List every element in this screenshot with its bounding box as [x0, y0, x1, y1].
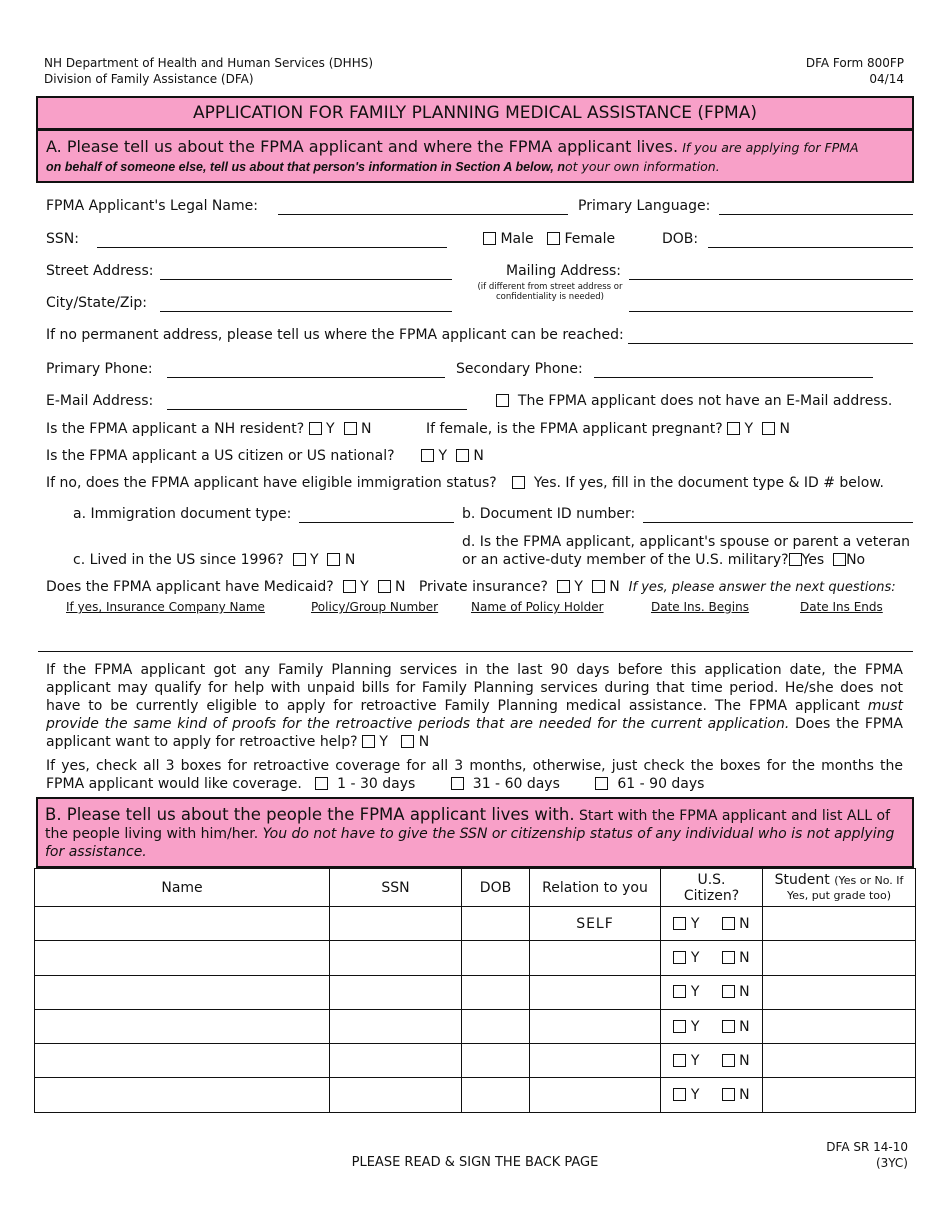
citizen-yes-checkbox[interactable] — [673, 985, 686, 998]
email-label: E-Mail Address: — [46, 393, 154, 409]
us-citizen-no-checkbox[interactable] — [456, 449, 469, 462]
mailing-note-1: (if different from street address or — [477, 282, 623, 292]
private-insurance-label: Private insurance? — [418, 579, 548, 595]
footer-instruction: PLEASE READ & SIGN THE BACK PAGE — [351, 1155, 599, 1170]
street-address-field[interactable] — [160, 264, 452, 280]
cell-name[interactable] — [35, 941, 330, 975]
lived-since-yes-checkbox[interactable] — [293, 553, 306, 566]
cell-citizen — [661, 1044, 763, 1078]
cell-student[interactable] — [763, 941, 916, 975]
col-relation: Relation to you — [530, 869, 661, 907]
n-label: N — [739, 984, 750, 1001]
n-label: N — [418, 734, 430, 750]
table-row — [35, 1044, 916, 1078]
cell-dob[interactable] — [462, 941, 530, 975]
no-permanent-label: If no permanent address, please tell us where the FPMA applicant can be reached: — [46, 327, 624, 343]
citizen-no-checkbox[interactable] — [722, 1020, 735, 1033]
yes-label: Yes — [801, 552, 825, 568]
cell-student[interactable] — [763, 1044, 916, 1078]
household-table — [34, 868, 916, 1113]
retro-yes-checkbox[interactable] — [362, 735, 375, 748]
n-label: N — [360, 421, 372, 437]
citizen-yes-checkbox[interactable] — [673, 1054, 686, 1067]
y-label: Y — [309, 552, 319, 568]
immigration-yes-label: Yes. If yes, fill in the document type & ID # below. — [533, 475, 884, 491]
cell-relation[interactable] — [530, 975, 661, 1009]
ssn-label: SSN: — [46, 231, 79, 247]
y-label: Y — [379, 734, 388, 750]
primary-language-field[interactable] — [719, 199, 913, 215]
y-label: Y — [744, 421, 754, 437]
veteran-yes-checkbox[interactable] — [789, 553, 802, 566]
section-a-note-1: If you are applying for FPMA — [682, 140, 859, 155]
cell-dob[interactable] — [462, 975, 530, 1009]
cell-citizen — [661, 941, 763, 975]
no-label: No — [846, 552, 866, 568]
citizen-no-checkbox[interactable] — [722, 917, 735, 930]
section-a-band — [36, 129, 914, 183]
self-label: SELF — [576, 915, 614, 932]
no-permanent-field[interactable] — [628, 328, 913, 344]
citizen-no-checkbox[interactable] — [722, 985, 735, 998]
lived-since-no-checkbox[interactable] — [327, 553, 340, 566]
ins-col-begins: Date Ins. Begins — [651, 600, 749, 614]
medicaid-yes-checkbox[interactable] — [343, 580, 356, 593]
lived-since-label: c. Lived in the US since 1996? — [73, 552, 284, 568]
nh-resident-no-checkbox[interactable] — [344, 422, 357, 435]
cell-relation[interactable] — [530, 1009, 661, 1043]
form-number: DFA Form 800FP — [805, 56, 904, 70]
col-citizen-line-2: Citizen? — [683, 887, 740, 904]
private-insurance-no-checkbox[interactable] — [592, 580, 605, 593]
pregnant-label: If female, is the FPMA applicant pregnant? — [426, 421, 723, 437]
y-label: Y — [438, 448, 448, 464]
primary-phone-field[interactable] — [167, 362, 445, 378]
table-row — [35, 907, 916, 941]
cell-citizen — [661, 1009, 763, 1043]
cell-name[interactable] — [35, 1078, 330, 1112]
cell-relation[interactable] — [530, 941, 661, 975]
cell-student[interactable] — [763, 975, 916, 1009]
male-label: Male — [500, 231, 534, 247]
dob-label: DOB: — [662, 231, 699, 247]
n-label: N — [739, 1018, 750, 1035]
cell-student[interactable] — [763, 1078, 916, 1112]
private-insurance-yes-checkbox[interactable] — [557, 580, 570, 593]
footer-code-1: DFA SR 14-10 — [826, 1140, 908, 1154]
no-email-checkbox[interactable] — [496, 394, 509, 407]
n-label: N — [739, 915, 750, 932]
retro-paragraph — [46, 661, 903, 751]
division-name: Division of Family Assistance (DFA) — [44, 72, 254, 86]
citizen-no-checkbox[interactable] — [722, 1054, 735, 1067]
y-label: Y — [326, 421, 335, 437]
form-date: 04/14 — [869, 72, 904, 86]
cell-citizen — [661, 907, 763, 941]
secondary-phone-field[interactable] — [594, 362, 873, 378]
immigration-label: If no, does the FPMA applicant have eligible immigration status? — [46, 475, 497, 491]
doc-type-field[interactable] — [299, 507, 454, 523]
n-label: N — [473, 448, 484, 464]
citizen-yes-checkbox[interactable] — [673, 1088, 686, 1101]
doc-id-label: b. Document ID number: — [462, 506, 636, 522]
pregnant-yes-checkbox[interactable] — [727, 422, 740, 435]
section-b-italic: You do not have to give the SSN or citizenship status of any individual who is not applying for assistance. — [45, 826, 895, 860]
section-a-heading: A. Please tell us about the FPMA applicant and where the FPMA applicant lives. — [46, 137, 679, 156]
cell-name[interactable] — [35, 907, 330, 941]
n-label: N — [779, 421, 790, 437]
nh-resident-label: Is the FPMA applicant a NH resident? — [46, 421, 305, 437]
table-row — [35, 1078, 916, 1112]
retro-90-checkbox[interactable] — [595, 777, 608, 790]
nh-resident-yes-checkbox[interactable] — [309, 422, 322, 435]
y-label: Y — [690, 915, 700, 932]
retro-coverage-text: If yes, check all 3 boxes for retroactive coverage for all 3 months, otherwise, just check the boxes for the months the FPMA applicant would like coverage. — [46, 758, 903, 792]
table-header-row — [35, 869, 916, 907]
cell-student[interactable] — [763, 1009, 916, 1043]
section-b-text: Start with the FPMA applicant and list ALL of the people living with him/her. — [45, 808, 891, 842]
citizen-yes-checkbox[interactable] — [673, 951, 686, 964]
ins-col-policy: Policy/Group Number — [311, 600, 439, 614]
no-email-label: The FPMA applicant does not have an E-Mail address. — [517, 393, 893, 409]
n-label: N — [395, 579, 406, 595]
retro-60-label: 31 - 60 days — [472, 776, 560, 792]
veteran-label-1: d. Is the FPMA applicant, applicant's spouse or parent a veteran — [462, 534, 911, 550]
cell-ssn[interactable] — [330, 1078, 462, 1112]
city-state-zip-label: City/State/Zip: — [46, 295, 148, 311]
citizen-no-checkbox[interactable] — [722, 1088, 735, 1101]
retro-no-checkbox[interactable] — [401, 735, 414, 748]
retro-coverage-paragraph — [46, 757, 903, 793]
y-label: Y — [360, 579, 369, 595]
retro-30-label: 1 - 30 days — [337, 776, 416, 792]
table-row — [35, 941, 916, 975]
cell-citizen — [661, 975, 763, 1009]
n-label: N — [344, 552, 356, 568]
col-ssn: SSN — [330, 869, 462, 907]
email-field[interactable] — [167, 394, 467, 410]
mailing-address-label: Mailing Address: — [506, 263, 622, 279]
insurance-entry-line[interactable] — [38, 636, 913, 652]
retro-italic: must provide the same kind of proofs for the retroactive periods that are needed for the current application. — [46, 698, 903, 732]
us-citizen-label: Is the FPMA applicant a US citizen or US national? — [46, 448, 395, 464]
col-citizen-line-1: U.S. — [697, 871, 726, 888]
ins-col-company: If yes, Insurance Company Name — [66, 600, 265, 614]
y-label: Y — [574, 579, 583, 595]
section-b-heading: B. Please tell us about the people the FPMA applicant lives with. — [45, 805, 575, 824]
cell-name[interactable] — [35, 1009, 330, 1043]
col-name: Name — [35, 869, 330, 907]
page-title: APPLICATION FOR FAMILY PLANNING MEDICAL ASSISTANCE (FPMA) — [192, 103, 757, 123]
insurance-note: If yes, please answer the next questions: — [628, 580, 896, 595]
primary-language-label: Primary Language: — [578, 198, 711, 214]
cell-student[interactable] — [763, 907, 916, 941]
retro-text: If the FPMA applicant got any Family Planning services in the last 90 days before this application date, the FPMA applicant may qualify for help with unpaid bills for Family Planning services during that time period. He/she does not have to be currently eligible to apply for retroactive Family Planning medical assistance. The FPMA applicant — [46, 662, 903, 714]
cell-name[interactable] — [35, 975, 330, 1009]
cell-name[interactable] — [35, 1044, 330, 1078]
agency-name: NH Department of Health and Human Services (DHHS) — [44, 56, 374, 70]
cell-relation — [530, 907, 661, 941]
table-row — [35, 975, 916, 1009]
cell-ssn[interactable] — [330, 1044, 462, 1078]
section-b-band — [36, 797, 914, 868]
legal-name-label: FPMA Applicant's Legal Name: — [46, 198, 258, 214]
veteran-label-2: or an active-duty member of the U.S. military? — [462, 552, 789, 568]
medicaid-no-checkbox[interactable] — [378, 580, 391, 593]
street-address-label: Street Address: — [46, 263, 154, 279]
section-a-note-2: on behalf of someone else, tell us about that person's information in Section A below, n — [46, 160, 565, 174]
immigration-yes-checkbox[interactable] — [512, 476, 525, 489]
pregnant-no-checkbox[interactable] — [762, 422, 775, 435]
city-state-zip-field[interactable] — [160, 296, 452, 312]
ins-col-holder: Name of Policy Holder — [471, 600, 604, 614]
mailing-note-2: confidentiality is needed) — [496, 292, 604, 302]
col-student-note: (Yes or No. If Yes, put grade too) — [786, 873, 904, 902]
n-label: N — [609, 579, 620, 595]
citizen-yes-checkbox[interactable] — [673, 917, 686, 930]
legal-name-field[interactable] — [278, 199, 568, 215]
mailing-address-line-2[interactable] — [629, 296, 913, 312]
dob-field[interactable] — [708, 232, 913, 248]
doc-id-field[interactable] — [643, 507, 913, 523]
mailing-address-field[interactable] — [629, 264, 913, 280]
col-dob: DOB — [462, 869, 530, 907]
doc-type-label: a. Immigration document type: — [73, 506, 292, 522]
y-label: Y — [690, 984, 700, 1001]
y-label: Y — [690, 1087, 700, 1104]
col-student — [763, 869, 916, 907]
table-row — [35, 1009, 916, 1043]
ssn-field[interactable] — [97, 232, 447, 248]
section-a-note-3: ot your own information. — [565, 159, 720, 174]
retro-60-checkbox[interactable] — [451, 777, 464, 790]
n-label: N — [739, 949, 750, 966]
retro-question: Does the FPMA applicant want to apply for retroactive help? — [46, 716, 903, 750]
retro-90-label: 61 - 90 days — [617, 776, 705, 792]
medicaid-label: Does the FPMA applicant have Medicaid? — [46, 579, 334, 595]
cell-dob[interactable] — [462, 1009, 530, 1043]
cell-citizen — [661, 1078, 763, 1112]
y-label: Y — [690, 949, 700, 966]
cell-dob[interactable] — [462, 907, 530, 941]
ins-col-ends: Date Ins Ends — [800, 600, 883, 614]
female-checkbox[interactable] — [547, 232, 560, 245]
cell-ssn[interactable] — [330, 1009, 462, 1043]
cell-ssn[interactable] — [330, 941, 462, 975]
female-label: Female — [564, 231, 616, 247]
male-checkbox[interactable] — [483, 232, 496, 245]
col-student-label: Student — [774, 871, 830, 888]
footer-code-2: (3YC) — [875, 1156, 908, 1170]
cell-relation[interactable] — [530, 1044, 661, 1078]
n-label: N — [739, 1087, 750, 1104]
cell-ssn[interactable] — [330, 907, 462, 941]
cell-dob[interactable] — [462, 1044, 530, 1078]
cell-relation[interactable] — [530, 1078, 661, 1112]
us-citizen-yes-checkbox[interactable] — [421, 449, 434, 462]
col-citizen — [661, 869, 763, 907]
y-label: Y — [690, 1018, 700, 1035]
secondary-phone-label: Secondary Phone: — [456, 361, 583, 377]
citizen-yes-checkbox[interactable] — [673, 1020, 686, 1033]
veteran-no-checkbox[interactable] — [833, 553, 846, 566]
primary-phone-label: Primary Phone: — [46, 361, 153, 377]
retro-30-checkbox[interactable] — [315, 777, 328, 790]
title-band — [36, 96, 914, 130]
cell-dob[interactable] — [462, 1078, 530, 1112]
n-label: N — [739, 1052, 750, 1069]
cell-ssn[interactable] — [330, 975, 462, 1009]
y-label: Y — [690, 1052, 700, 1069]
citizen-no-checkbox[interactable] — [722, 951, 735, 964]
